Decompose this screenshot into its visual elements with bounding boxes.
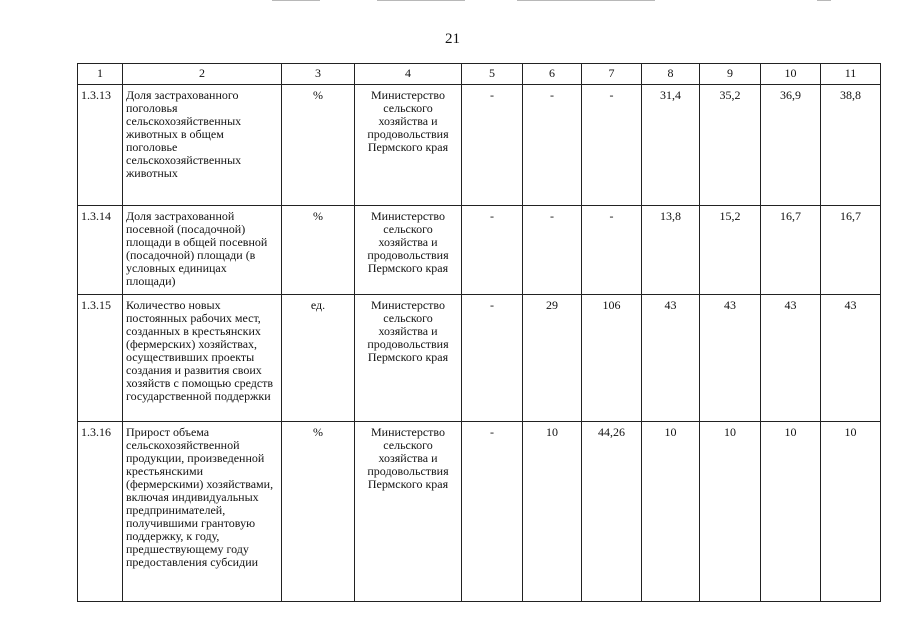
indicator-name-cell: Доля застрахованной посевной (посадочной) площади в общей посевной (посадочной) площади (в условных единицах площади) xyxy=(123,206,282,295)
value-cell-7: 44,26 xyxy=(582,422,642,602)
value-cell-5: - xyxy=(462,206,523,295)
unit-cell: % xyxy=(282,85,355,206)
value-cell-6: 10 xyxy=(523,422,582,602)
header-cell: 9 xyxy=(700,64,761,85)
page-number: 21 xyxy=(445,31,460,47)
header-cell: 5 xyxy=(462,64,523,85)
value-cell-5: - xyxy=(462,422,523,602)
top-rule-edge xyxy=(817,0,831,1)
value-cell-11: 43 xyxy=(821,295,881,422)
value-cell-6: - xyxy=(523,85,582,206)
value-cell-10: 36,9 xyxy=(761,85,821,206)
value-cell-6: - xyxy=(523,206,582,295)
responsible-cell: Министерство сельского хозяйства и продовольствия Пермского края xyxy=(355,206,462,295)
table-row xyxy=(78,206,881,295)
value-cell-8: 13,8 xyxy=(642,206,700,295)
header-cell: 6 xyxy=(523,64,582,85)
row-id-cell: 1.3.16 xyxy=(78,422,123,602)
header-cell: 2 xyxy=(123,64,282,85)
value-cell-8: 10 xyxy=(642,422,700,602)
value-cell-7: 106 xyxy=(582,295,642,422)
unit-cell: % xyxy=(282,422,355,602)
unit-cell: ед. xyxy=(282,295,355,422)
value-cell-10: 10 xyxy=(761,422,821,602)
indicator-name-cell: Доля застрахованного поголовья сельскохозяйственных животных в общем поголовье сельскохозяйственных животных xyxy=(123,85,282,206)
top-rule-center xyxy=(377,0,465,1)
row-id-cell: 1.3.14 xyxy=(78,206,123,295)
responsible-cell: Министерство сельского хозяйства и продовольствия Пермского края xyxy=(355,422,462,602)
value-cell-7: - xyxy=(582,85,642,206)
value-cell-10: 43 xyxy=(761,295,821,422)
row-id-cell: 1.3.15 xyxy=(78,295,123,422)
value-cell-9: 15,2 xyxy=(700,206,761,295)
header-cell: 8 xyxy=(642,64,700,85)
top-rule-right xyxy=(517,0,655,1)
table-row xyxy=(78,295,881,422)
table-row xyxy=(78,422,881,602)
header-cell: 11 xyxy=(821,64,881,85)
table-header-row xyxy=(78,64,881,85)
value-cell-5: - xyxy=(462,295,523,422)
top-rule-left xyxy=(272,0,320,1)
value-cell-11: 16,7 xyxy=(821,206,881,295)
table-row xyxy=(78,85,881,206)
unit-cell: % xyxy=(282,206,355,295)
responsible-cell: Министерство сельского хозяйства и продовольствия Пермского края xyxy=(355,295,462,422)
value-cell-11: 10 xyxy=(821,422,881,602)
header-cell: 10 xyxy=(761,64,821,85)
indicator-name-cell: Прирост объема сельскохозяйственной продукции, произведенной крестьянскими (фермерскими) хозяйствами, включая индивидуальных предпринимателей, получившими грантовую поддержку, к году, предшествующему году предоставления субсидии xyxy=(123,422,282,602)
value-cell-8: 43 xyxy=(642,295,700,422)
header-cell: 1 xyxy=(78,64,123,85)
value-cell-10: 16,7 xyxy=(761,206,821,295)
value-cell-6: 29 xyxy=(523,295,582,422)
value-cell-8: 31,4 xyxy=(642,85,700,206)
header-cell: 7 xyxy=(582,64,642,85)
value-cell-9: 43 xyxy=(700,295,761,422)
header-cell: 4 xyxy=(355,64,462,85)
value-cell-11: 38,8 xyxy=(821,85,881,206)
value-cell-7: - xyxy=(582,206,642,295)
indicator-name-cell: Количество новых постоянных рабочих мест, созданных в крестьянских (фермерских) хозяйствах, осуществивших проекты создания и развития своих хозяйств с помощью средств государственной поддержки xyxy=(123,295,282,422)
value-cell-5: - xyxy=(462,85,523,206)
row-id-cell: 1.3.13 xyxy=(78,85,123,206)
value-cell-9: 10 xyxy=(700,422,761,602)
responsible-cell: Министерство сельского хозяйства и продовольствия Пермского края xyxy=(355,85,462,206)
header-cell: 3 xyxy=(282,64,355,85)
value-cell-9: 35,2 xyxy=(700,85,761,206)
indicator-table xyxy=(77,63,881,602)
